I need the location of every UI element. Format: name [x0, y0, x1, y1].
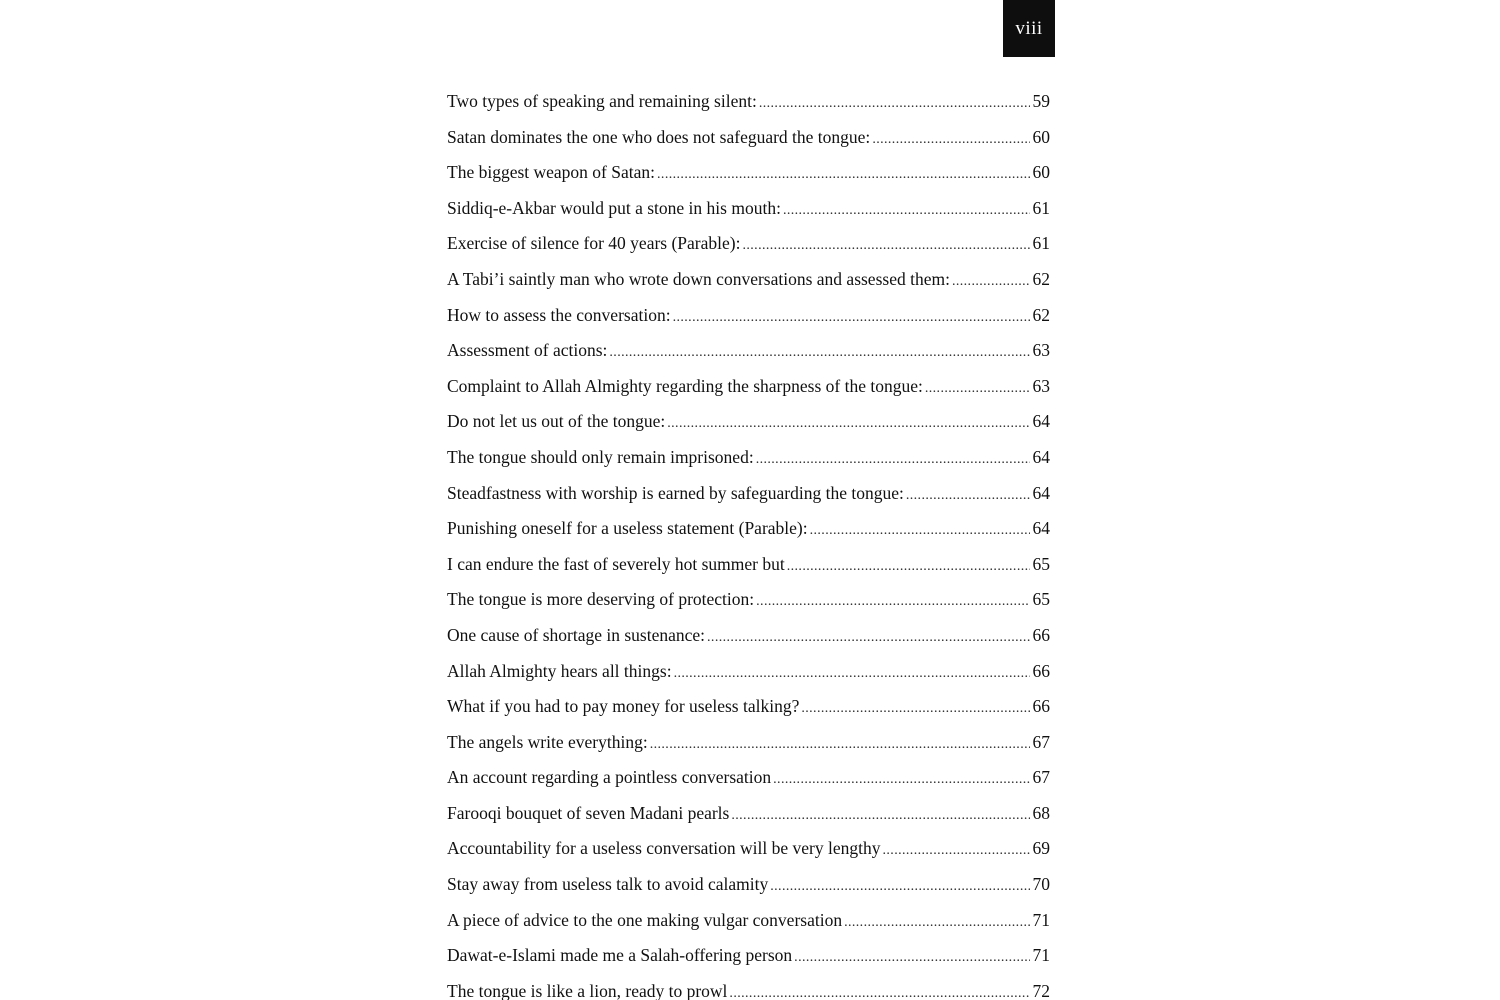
toc-entry-title: The tongue is like a lion, ready to prowl: [447, 980, 728, 1000]
toc-entry-title: Exercise of silence for 40 years (Parable):: [447, 233, 741, 254]
toc-entry-page: 62: [1032, 304, 1050, 325]
dot-leader: [883, 833, 1030, 867]
toc-entry-page: 69: [1032, 838, 1050, 859]
dot-leader: [801, 691, 1029, 725]
toc-entry-page: 62: [1032, 268, 1050, 289]
toc-entry-page: 61: [1032, 233, 1050, 254]
toc-entry[interactable]: [447, 654, 1050, 690]
toc-entry-page: 71: [1032, 909, 1050, 930]
dot-leader: [783, 193, 1030, 227]
toc-entry[interactable]: [447, 831, 1050, 867]
toc-entry-page: 66: [1032, 624, 1050, 645]
toc-entry[interactable]: [447, 547, 1050, 583]
toc-entry[interactable]: [447, 440, 1050, 476]
dot-leader: [657, 157, 1029, 191]
toc-entry-title: Assessment of actions:: [447, 340, 608, 361]
dot-leader: [787, 549, 1030, 583]
toc-entry-page: 66: [1032, 696, 1050, 717]
dot-leader: [609, 335, 1029, 369]
toc-entry-page: 60: [1032, 162, 1050, 183]
toc-entry-page: 59: [1032, 91, 1050, 111]
toc-entry[interactable]: [447, 796, 1050, 832]
dot-leader: [756, 442, 1030, 476]
toc-entry[interactable]: [447, 725, 1050, 761]
toc-entry-page: 64: [1032, 518, 1050, 539]
toc-entry-title: Stay away from useless talk to avoid calamity: [447, 874, 769, 895]
toc-entry-title: What if you had to pay money for useless talking?: [447, 696, 800, 717]
toc-entry-page: 63: [1032, 340, 1050, 361]
toc-entry-title: The tongue should only remain imprisoned:: [447, 446, 754, 467]
dot-leader: [667, 406, 1029, 440]
dot-leader: [729, 976, 1029, 1000]
toc-entry-title: Farooqi bouquet of seven Madani pearls: [447, 802, 730, 823]
dot-leader: [794, 940, 1029, 974]
page-number: viii: [1015, 17, 1043, 39]
toc-entry[interactable]: [447, 582, 1050, 618]
toc-entry-page: 64: [1032, 446, 1050, 467]
toc-entry[interactable]: [447, 226, 1050, 262]
toc-entry[interactable]: [447, 333, 1050, 369]
page-number-tab: [1003, 0, 1055, 57]
toc-entry[interactable]: [447, 689, 1050, 725]
toc-entry-title: Satan dominates the one who does not safeguard the tongue:: [447, 126, 871, 147]
dot-leader: [759, 86, 1030, 120]
dot-leader: [952, 264, 1030, 298]
dot-leader: [731, 798, 1029, 832]
dot-leader: [872, 122, 1029, 156]
toc-entry-page: 64: [1032, 411, 1050, 432]
toc-entry-page: 66: [1032, 660, 1050, 681]
dot-leader: [844, 905, 1029, 939]
dot-leader: [810, 513, 1030, 547]
toc-entry-title: How to assess the conversation:: [447, 304, 671, 325]
dot-leader: [773, 762, 1029, 796]
toc-entry-title: Accountability for a useless conversation will be very lengthy: [447, 838, 881, 859]
toc-entry-title: The tongue is more deserving of protection:: [447, 589, 755, 610]
dot-leader: [925, 371, 1030, 405]
toc-entry-page: 67: [1032, 767, 1050, 788]
dot-leader: [650, 727, 1030, 761]
toc-entry[interactable]: [447, 903, 1050, 939]
toc-entry[interactable]: [447, 298, 1050, 334]
toc-entry[interactable]: [447, 191, 1050, 227]
toc-entry[interactable]: [447, 476, 1050, 512]
toc-entry-title: An account regarding a pointless conversation: [447, 767, 772, 788]
toc-entry-page: 65: [1032, 589, 1050, 610]
toc-entry-title: Siddiq-e-Akbar would put a stone in his mouth:: [447, 197, 781, 218]
toc-entry-title: Two types of speaking and remaining silent:: [447, 91, 757, 111]
toc-entry-title: Do not let us out of the tongue:: [447, 411, 666, 432]
toc-entry-title: Dawat-e-Islami made me a Salah-offering person: [447, 945, 793, 966]
table-of-contents: [447, 84, 1050, 1000]
dot-leader: [770, 869, 1029, 903]
toc-entry[interactable]: [447, 369, 1050, 405]
toc-entry[interactable]: [447, 760, 1050, 796]
dot-leader: [906, 478, 1030, 512]
toc-entry[interactable]: [447, 618, 1050, 654]
toc-entry[interactable]: [447, 155, 1050, 191]
toc-entry[interactable]: [447, 511, 1050, 547]
toc-entry-title: The angels write everything:: [447, 731, 648, 752]
toc-entry-title: I can endure the fast of severely hot summer but: [447, 553, 785, 574]
toc-entry-page: 68: [1032, 802, 1050, 823]
toc-entry-title: One cause of shortage in sustenance:: [447, 624, 706, 645]
toc-entry-title: A piece of advice to the one making vulgar conversation: [447, 909, 843, 930]
toc-entry-page: 67: [1032, 731, 1050, 752]
dot-leader: [742, 228, 1029, 262]
toc-entry[interactable]: [447, 120, 1050, 156]
dot-leader: [756, 584, 1029, 618]
toc-entry-page: 64: [1032, 482, 1050, 503]
toc-entry-page: 71: [1032, 945, 1050, 966]
toc-entry-page: 70: [1032, 874, 1050, 895]
toc-entry-title: A Tabi’i saintly man who wrote down conversations and assessed them:: [447, 268, 950, 289]
toc-entry[interactable]: [447, 867, 1050, 903]
toc-entry-title: Steadfastness with worship is earned by safeguarding the tongue:: [447, 482, 904, 503]
toc-entry-page: 72: [1032, 980, 1050, 1000]
toc-entry-page: 63: [1032, 375, 1050, 396]
toc-entry[interactable]: [447, 84, 1050, 120]
toc-entry[interactable]: [447, 974, 1050, 1000]
toc-entry[interactable]: [447, 938, 1050, 974]
toc-entry-title: Complaint to Allah Almighty regarding the sharpness of the tongue:: [447, 375, 923, 396]
toc-entry-title: Allah Almighty hears all things:: [447, 660, 672, 681]
toc-entry[interactable]: [447, 404, 1050, 440]
toc-entry-page: 65: [1032, 553, 1050, 574]
toc-entry-page: 61: [1032, 197, 1050, 218]
toc-entry-page: 60: [1032, 126, 1050, 147]
toc-entry-title: The biggest weapon of Satan:: [447, 162, 656, 183]
dot-leader: [673, 300, 1030, 334]
toc-entry-title: Punishing oneself for a useless statement (Parable):: [447, 518, 808, 539]
toc-entry[interactable]: [447, 262, 1050, 298]
dot-leader: [674, 656, 1030, 690]
dot-leader: [707, 620, 1029, 654]
